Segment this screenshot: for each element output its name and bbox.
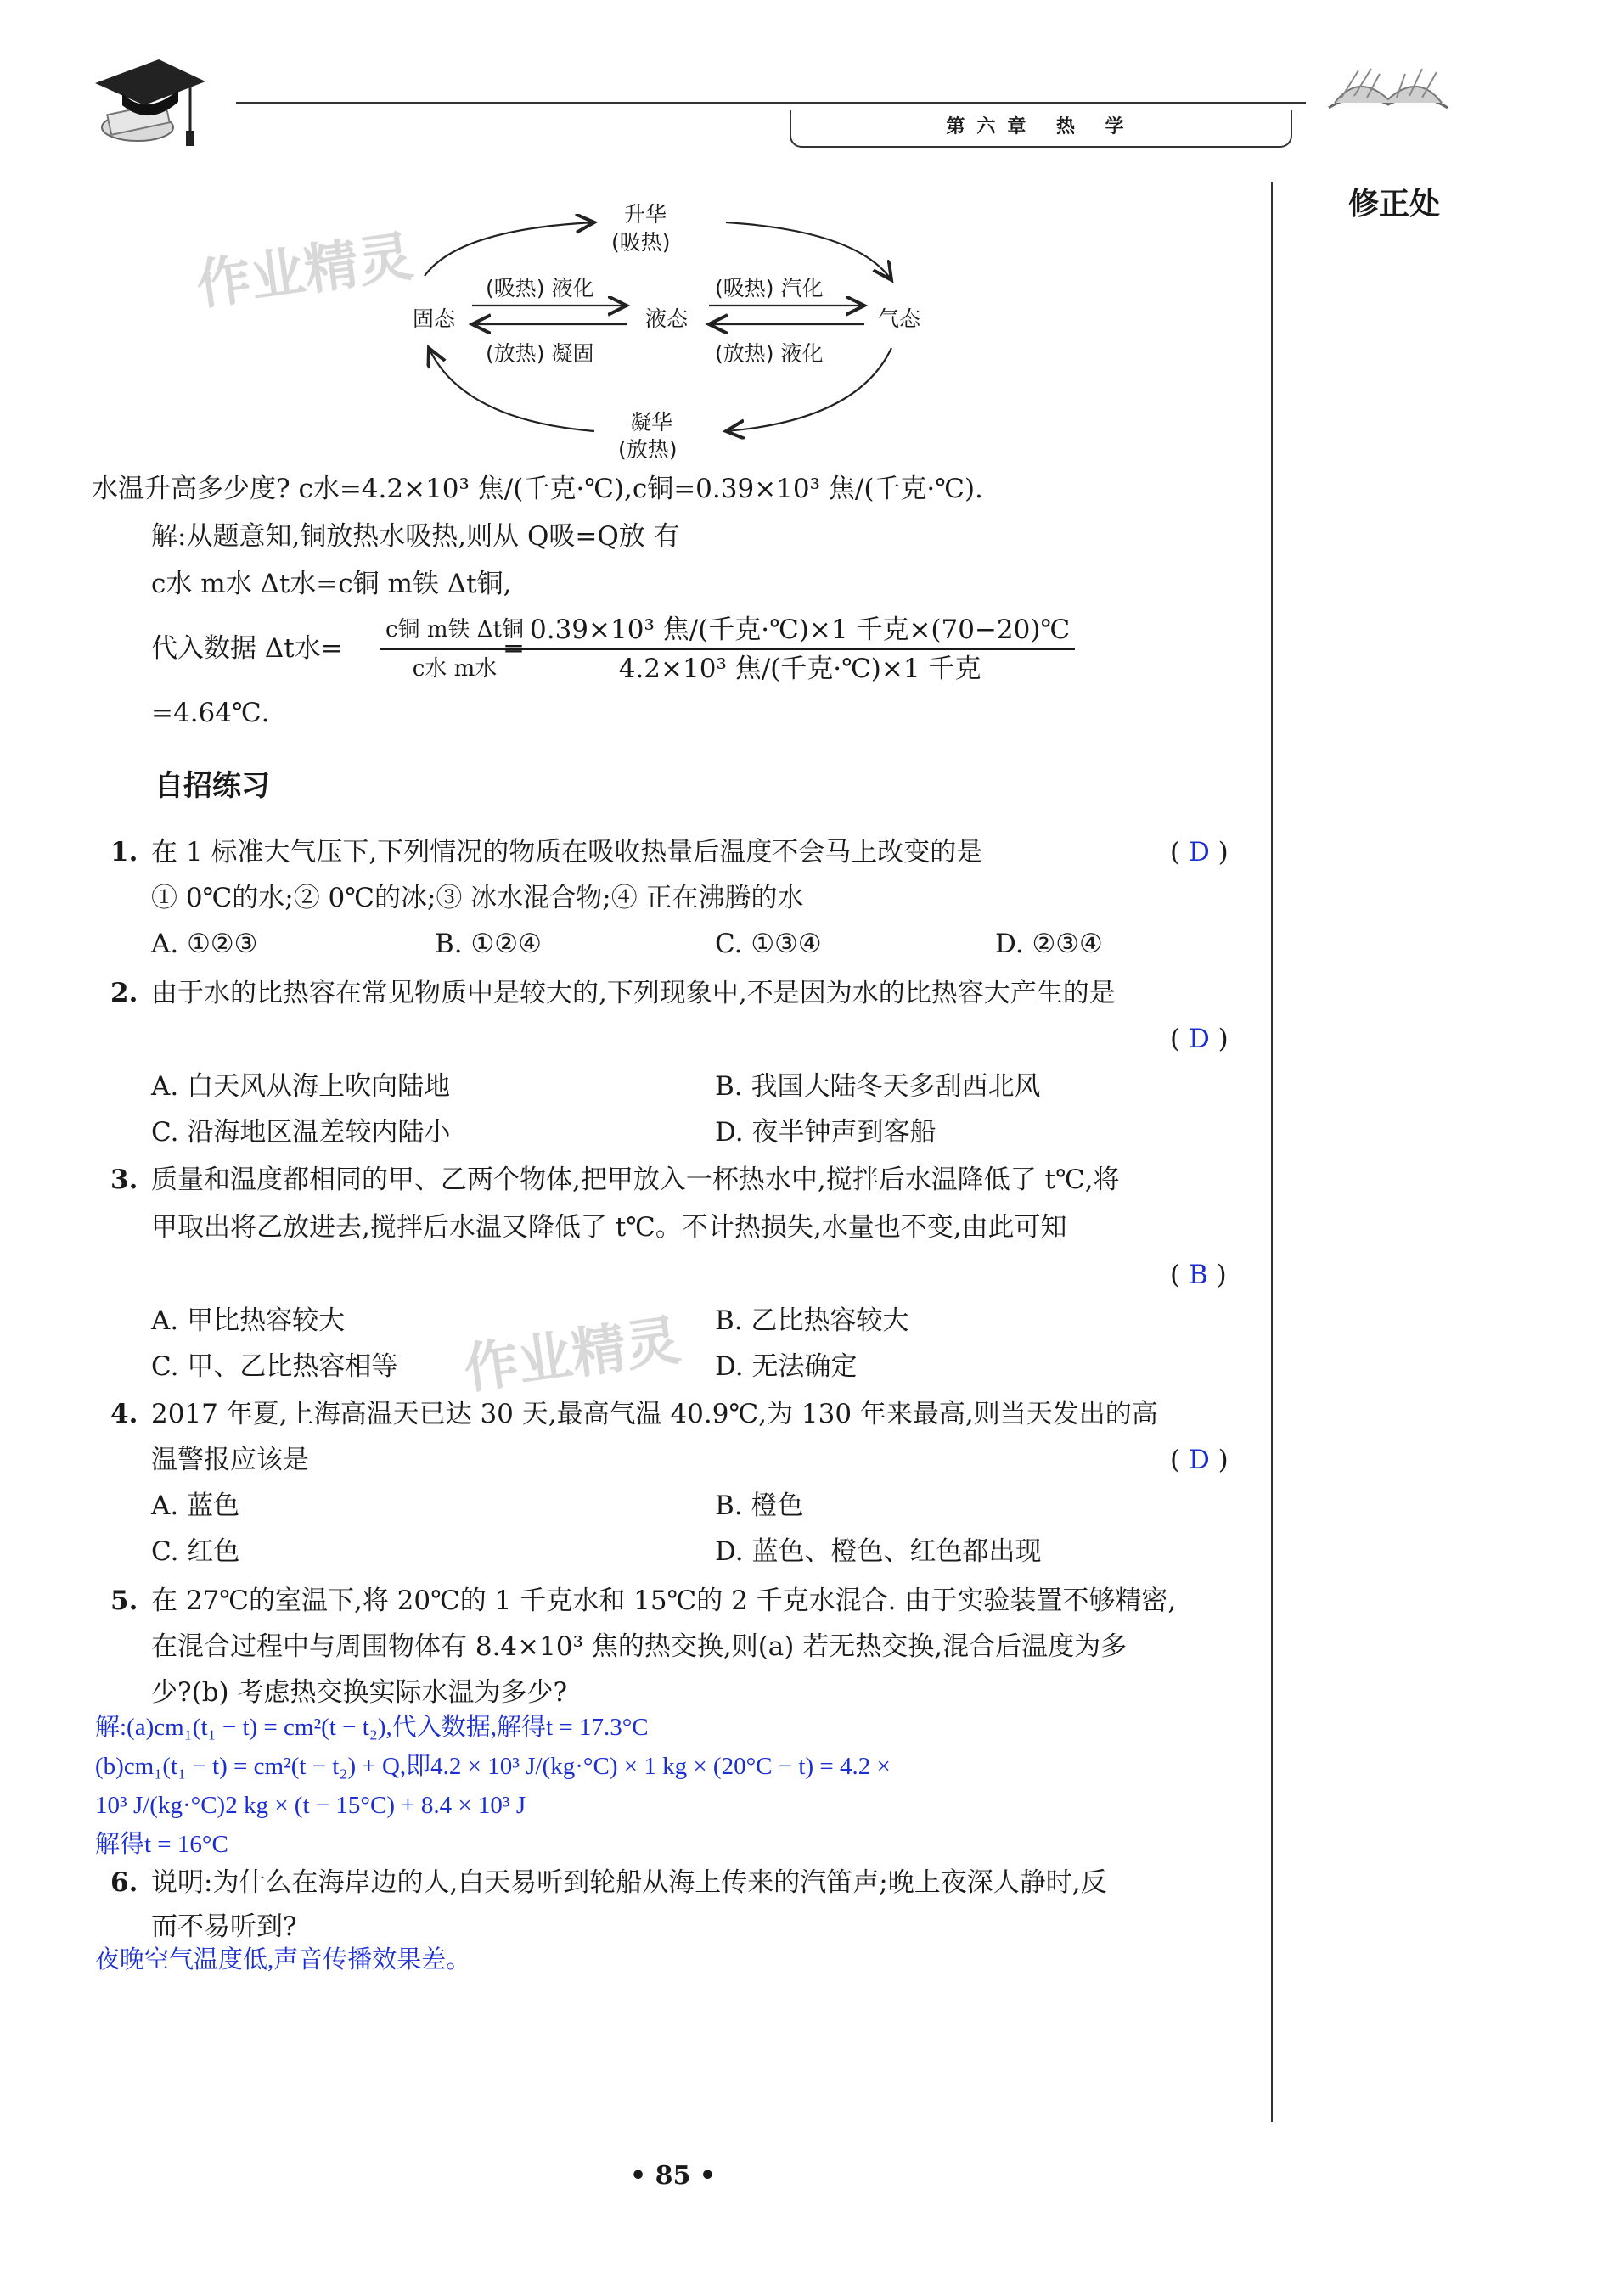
answer-bracket: ( B ) <box>1170 1260 1227 1290</box>
label-deposition-heat: (放热) <box>618 437 678 462</box>
fraction-numeric <box>525 613 1075 686</box>
watermark: 作业精灵 <box>192 225 417 318</box>
question-number: 4. <box>110 1399 138 1429</box>
question-number: 5. <box>110 1586 138 1616</box>
question-text: 2017 年夏,上海高温天已达 30 天,最高气温 40.9℃,为 130 年来最高,则当天发出的高 <box>151 1399 1158 1429</box>
question-text: 在 27℃的室温下,将 20℃的 1 千克水和 15℃的 2 千克水混合. 由于实验装置不够精密, <box>151 1586 1177 1616</box>
solution-line-1: 解:从题意知,铜放热水吸热,则从 Q吸=Q放 有 <box>151 521 680 552</box>
option: A. ①②③ <box>151 929 258 959</box>
label-gas: 气态 <box>878 306 921 331</box>
handwritten-answer: 解:(a)cm₁(t₁ − t) = cm²(t − t₂),代入数据,解得t = 17.3°C <box>95 1714 649 1741</box>
equals-sign: = <box>503 633 525 664</box>
option: A. 白天风从海上吹向陆地 <box>151 1071 451 1102</box>
label-solid: 固态 <box>413 306 456 331</box>
label-melting: (吸热) 液化 <box>486 276 594 300</box>
chapter-title: 第六章 热 学 <box>790 110 1292 148</box>
option: D. ②③④ <box>995 929 1103 959</box>
solution-line-3: 代入数据 Δt水= <box>151 633 343 664</box>
solution-result: =4.64℃. <box>151 698 270 728</box>
answer-letter: B <box>1188 1260 1208 1290</box>
handwritten-answer: 夜晚空气温度低,声音传播效果差。 <box>95 1946 471 1973</box>
question-text: 由于水的比热容在常见物质中是较大的,下列现象中,不是因为水的比热容大产生的是 <box>151 978 1116 1008</box>
answer-bracket: ( D ) <box>1170 1024 1229 1054</box>
option: D. 夜半钟声到客船 <box>715 1117 936 1148</box>
handwritten-answer: (b)cm₁(t₁ − t) = cm²(t − t₂) + Q,即4.2 × 10³ J/(kg·°C) × 1 kg × (20°C − t) = 4.2 × <box>95 1753 891 1780</box>
option: C. 甲、乙比热容相等 <box>151 1351 398 1382</box>
option: B. 橙色 <box>715 1490 804 1521</box>
section-title: 自招练习 <box>155 769 270 803</box>
question-text: 说明:为什么在海岸边的人,白天易听到轮船从海上传来的汽笛声;晚上夜深人静时,反 <box>151 1867 1107 1898</box>
label-solidification: (放热) 凝固 <box>486 341 594 366</box>
margin-title: 修正处 <box>1348 187 1441 222</box>
question-text: ① 0℃的水;② 0℃的冰;③ 冰水混合物;④ 正在沸腾的水 <box>151 883 804 913</box>
option: C. 沿海地区温差较内陆小 <box>151 1117 451 1148</box>
question-text: 质量和温度都相同的甲、乙两个物体,把甲放入一杯热水中,搅拌后水温降低了 t℃,将 <box>151 1165 1120 1195</box>
option: C. 红色 <box>151 1536 240 1567</box>
question-number: 6. <box>110 1867 138 1898</box>
question-text: 少?(b) 考虑热交换实际水温为多少? <box>151 1677 568 1708</box>
option: B. ①②④ <box>435 929 542 959</box>
option: B. 我国大陆冬天多刮西北风 <box>715 1071 1041 1102</box>
option: D. 无法确定 <box>715 1351 858 1382</box>
label-liquid: 液态 <box>645 306 689 331</box>
watermark: 作业精灵 <box>459 1309 684 1402</box>
label-deposition: 凝华 <box>630 410 673 435</box>
label-condensation: (放热) 液化 <box>715 341 824 366</box>
fraction-numerator: c铜 m铁 Δt铜 <box>380 613 529 650</box>
answer-letter: D <box>1188 837 1210 867</box>
page-number: • 85 • <box>630 2161 716 2191</box>
question-text: 甲取出将乙放进去,搅拌后水温又降低了 t℃。不计热损失,水量也不变,由此可知 <box>151 1212 1067 1243</box>
question-number: 2. <box>110 978 138 1008</box>
option: B. 乙比热容较大 <box>715 1305 909 1336</box>
fraction-denominator: c水 m水 <box>412 656 498 682</box>
label-sublimation: 升华 <box>624 202 667 227</box>
phase-diagram <box>0 0 1603 475</box>
fraction-denominator: 4.2×10³ 焦/(千克·℃)×1 千克 <box>618 654 981 684</box>
question-text: 而不易听到? <box>151 1911 297 1942</box>
answer-letter: D <box>1188 1024 1210 1054</box>
fraction-numerator: 0.39×10³ 焦/(千克·℃)×1 千克×(70−20)℃ <box>525 613 1075 650</box>
option: A. 甲比热容较大 <box>151 1305 346 1336</box>
question-text: 在混合过程中与周围物体有 8.4×10³ 焦的热交换,则(a) 若无热交换,混合后温度为多 <box>151 1631 1128 1662</box>
option: C. ①③④ <box>715 929 822 959</box>
solution-line-2: c水 m水 Δt水=c铜 m铁 Δt铜, <box>151 569 512 599</box>
answer-bracket: ( D ) <box>1170 837 1229 867</box>
handwritten-answer: 10³ J/(kg·°C)2 kg × (t − 15°C) + 8.4 × 10³ J <box>95 1792 526 1819</box>
question-number: 3. <box>110 1165 138 1195</box>
question-text: 温警报应该是 <box>151 1445 309 1475</box>
arrow-sublimation <box>425 222 594 276</box>
option: A. 蓝色 <box>151 1490 240 1521</box>
handwritten-answer: 解得t = 16°C <box>95 1831 228 1858</box>
question-tail: 水温升高多少度? c水=4.2×10³ 焦/(千克·℃),c铜=0.39×10³ 焦/(千克·℃). <box>92 474 983 504</box>
answer-letter: D <box>1188 1445 1210 1475</box>
answer-bracket: ( D ) <box>1170 1445 1229 1475</box>
label-sublimation-heat: (吸热) <box>611 230 671 255</box>
label-vaporization: (吸热) 汽化 <box>715 276 824 300</box>
question-text: 在 1 标准大气压下,下列情况的物质在吸收热量后温度不会马上改变的是 <box>151 837 983 867</box>
option: D. 蓝色、橙色、红色都出现 <box>715 1536 1042 1567</box>
question-number: 1. <box>110 837 138 867</box>
